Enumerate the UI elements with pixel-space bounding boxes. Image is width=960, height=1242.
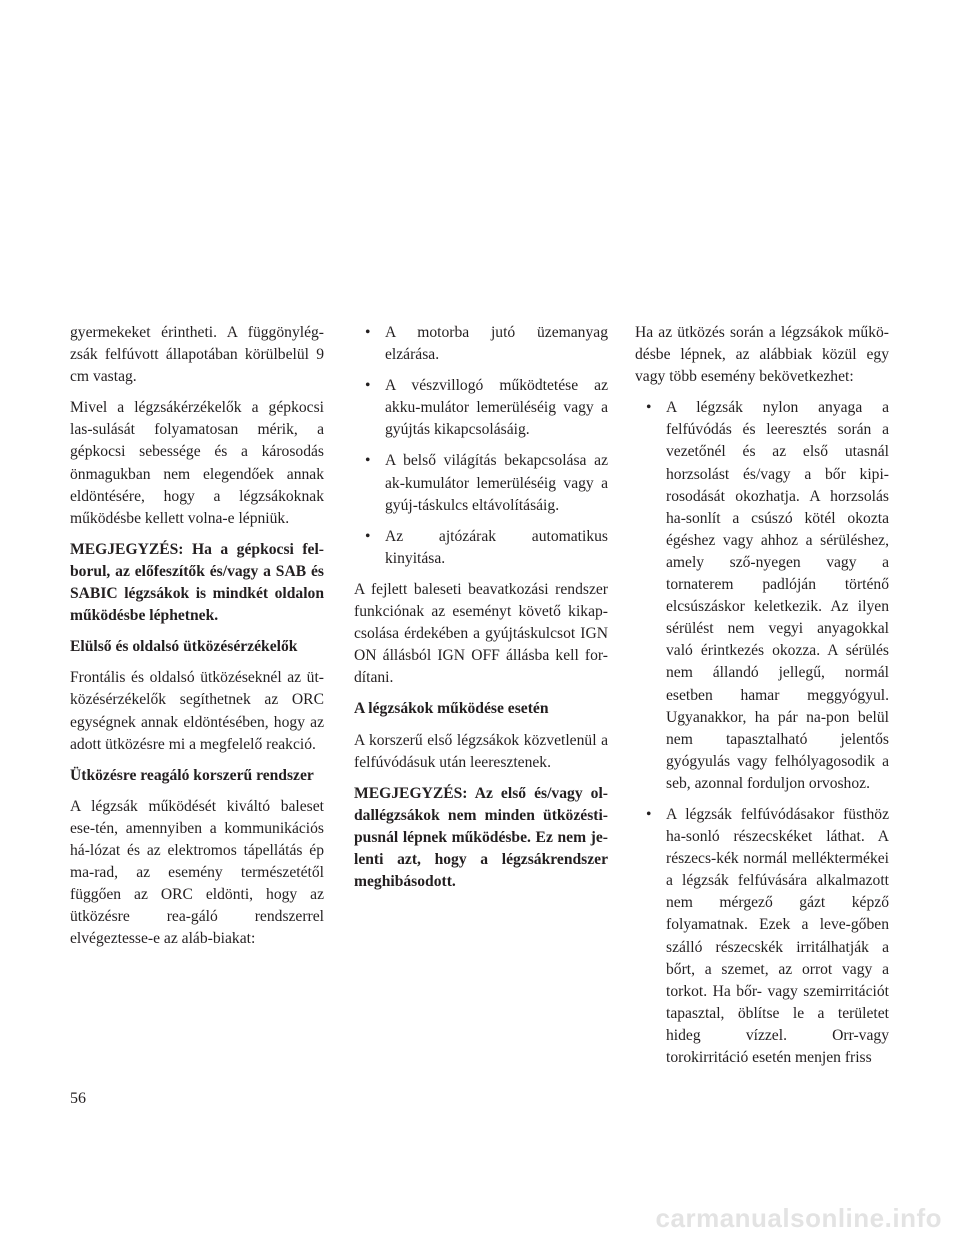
watermark-logo: carmanualsonline.info (655, 1203, 942, 1233)
text-column-middle (354, 322, 608, 902)
list-item: • A légzsák felfúvódásakor füsthöz ha-sonló részecskéket láthat. A részecs-kék normál melléktermékei a légzsák felfúvására alkalmazott nem mérgező gázt képző folyamatnak. Ezek a leve-gőben szálló részecskék irritálhatják a bőrt, a szemet, az orrot vagy a torkot. Ha bőr- vagy szemirritációt tapasztal, öblítse le a területet hideg vízzel. Orr-vagy torokirritáció esetén menjen friss (646, 805, 889, 1066)
bullet-icon: • (365, 377, 371, 395)
note-paragraph: MEGJEGYZÉS: Ha a gépkocsi fel-borul, az előfeszítők és/vagy a SAB és SABIC légzsákok is mindkét oldalon működésbe léphetnek. (70, 540, 324, 625)
paragraph: Ha az ütközés során a légzsákok műkö-désbe lépnek, az alábbiak közül egy vagy több esemény bekövetkezhet: (635, 324, 889, 386)
bullet-icon: • (646, 399, 652, 417)
page-number: 56 (70, 1090, 86, 1107)
section-heading: Elülső és oldalsó ütközésérzékelők (70, 638, 298, 656)
bullet-icon: • (365, 452, 371, 470)
list-item: • A motorba jutó üzemanyag elzárása. (365, 324, 608, 364)
list-item: • Az ajtózárak automatikus kinyitása. (365, 527, 608, 567)
list-item: • A vészvillogó működtetése az akku-mulátor lemerüléséig vagy a gyújtás kikapcsolásáig. (365, 377, 608, 439)
bullet-icon: • (646, 805, 652, 823)
note-paragraph: MEGJEGYZÉS: Az első és/vagy ol-dallégzsákok nem minden ütközésti-pusnál lépnek működésbe. Ez nem je-lenti azt, hogy a légzsákrendszer meghibásodott. (354, 784, 608, 891)
section-heading: A légzsákok működése esetén (354, 700, 549, 718)
text-column-right (635, 322, 889, 1078)
bullet-icon: • (365, 324, 371, 341)
bullet-list (635, 397, 889, 1069)
paragraph: A korszerű első légzsákok közvetlenül a felfúvódásuk után leeresztenek. (354, 731, 608, 771)
bullet-list (354, 322, 608, 570)
paragraph: A légzsák működését kiváltó baleset ese-tén, amennyiben a kommunikációs há-lózat és az elektromos tápellátás ép ma-rad, az esemény természetétől függően az ORC eldönti, hogy az ütközésre rea-gáló rendszerrel elvégeztesse-e az aláb-biakat: (70, 797, 324, 948)
text-column-left (70, 322, 324, 959)
paragraph: Mivel a légzsákérzékelők a gépkocsi las-sulását folyamatosan mérik, a gépkocsi sebessége és a károsodás önmagukban nem elegendőek annak eldöntésére, hogy a légzsákoknak működésbe kellett volna-e lépniük. (70, 399, 324, 527)
list-item: • A légzsák nylon anyaga a felfúvódás és leeresztés során a vezetőnél és az első utasnál horzsolást és/vagy a bőr kipi-rosodását okozhatja. A horzsolás ha-sonlít a csúszó kötél okozta égéshez vagy ahhoz a sérüléshez, amely sző-nyegen vagy a tornaterem padlóján történő elcsúszáskor keletkezik. Az ilyen sérülést nem vegyi anyagokkal való érintkezés okozza. A sérülés nem állandó jellegű, normál esetben hamar meggyógyul. Ugyanakkor, ha pár na-pon belül nem tapasztalható jelentős gyógyulás vagy felhólyagosodik a seb, azonnal forduljon orvoshoz. (646, 399, 889, 792)
list-item: • A belső világítás bekapcsolása az ak-kumulátor lemerüléséig vagy a gyúj-táskulcs eltávolításáig. (365, 452, 608, 514)
paragraph: Frontális és oldalsó ütközéseknél az üt-közésérzékelők segíthetnek az ORC egységnek annak eldöntésében, hogy az adott ütközésre mi a megfelelő reakció. (70, 669, 324, 753)
paragraph: A fejlett baleseti beavatkozási rendszer funkciónak az eseményt követő kikap-csolása érdekében a gyújtáskulcsot IGN ON állásból IGN OFF állásba kell for-dítani. (354, 580, 608, 687)
paragraph: gyermekeket érintheti. A függönylég-zsák felfúvott állapotában körülbelül 9 cm vastag. (70, 324, 324, 386)
section-heading: Ütközésre reagáló korszerű rendszer (70, 766, 314, 784)
bullet-icon: • (365, 527, 371, 545)
